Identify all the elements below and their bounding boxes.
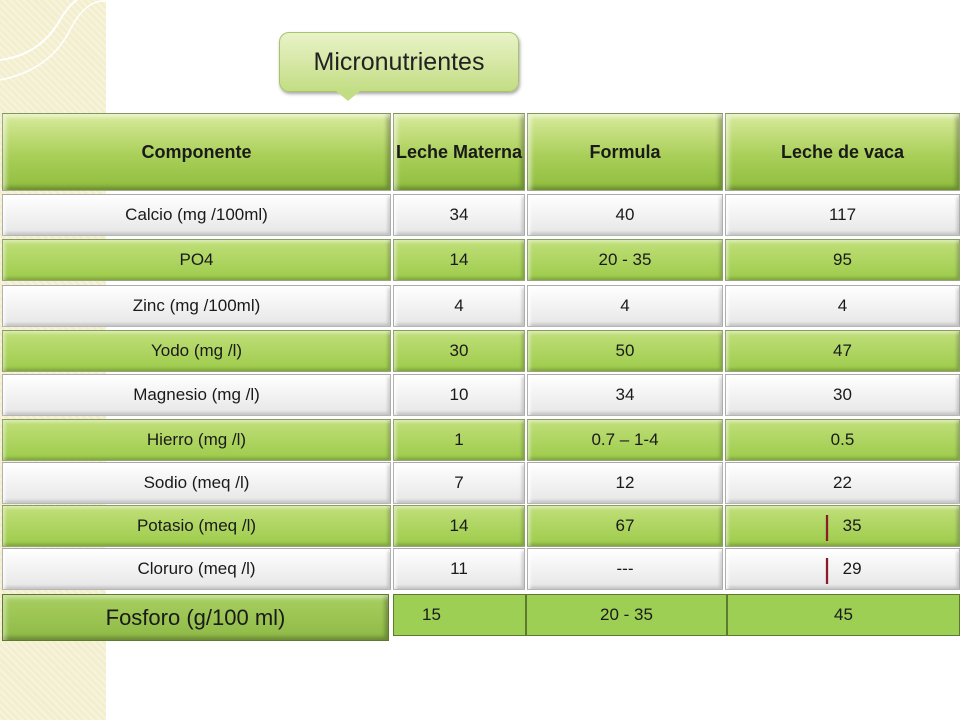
row-1-componente — [2, 194, 391, 236]
row-2-leche-materna-text: 14 — [449, 250, 469, 269]
row-2-formula — [527, 239, 723, 281]
row-3-leche-de-vaca-text: 4 — [837, 296, 848, 315]
row-6-leche-materna — [393, 419, 525, 461]
fosforo-leche-materna-text: 15 — [422, 605, 441, 624]
header-leche-materna — [393, 113, 525, 191]
row-6-formula — [527, 419, 723, 461]
row-5-leche-de-vaca — [725, 374, 960, 416]
row-5-formula — [527, 374, 723, 416]
row-8-leche-materna — [393, 505, 525, 547]
row-5-componente — [2, 374, 391, 416]
row-9-leche-materna-text: 11 — [450, 559, 468, 578]
row-6-componente-text: Hierro (mg /l) — [146, 430, 247, 449]
row-2-componente — [2, 239, 391, 281]
row-7-formula — [527, 462, 723, 504]
decrease-mark-icon: | — [823, 553, 831, 584]
header-leche-de-vaca-text: Leche de vaca — [780, 141, 905, 162]
row-8-formula-text: 67 — [615, 516, 635, 535]
row-9-leche-de-vaca-text: 29 — [842, 559, 862, 578]
callout-label: Micronutrientes — [313, 47, 485, 76]
row-7-leche-materna-text: 7 — [454, 473, 464, 492]
corner-swirl-decoration — [0, 0, 120, 120]
row-6-leche-de-vaca — [725, 419, 960, 461]
row-9-leche-de-vaca — [725, 548, 960, 590]
fosforo-leche-de-vaca — [727, 594, 960, 636]
row-2-leche-de-vaca — [725, 239, 960, 281]
row-1-formula-text: 40 — [615, 205, 635, 224]
row-4-leche-materna-text: 30 — [449, 341, 469, 360]
row-7-leche-de-vaca-text: 22 — [833, 473, 852, 492]
row-2-formula-text: 20 - 35 — [598, 250, 652, 269]
row-9-formula-text: --- — [616, 559, 634, 578]
row-5-componente-text: Magnesio (mg /l) — [133, 385, 260, 404]
header-componente-text: Componente — [141, 141, 252, 162]
row-9-componente — [2, 548, 391, 590]
row-8-leche-de-vaca-text: 35 — [842, 516, 862, 535]
row-2-componente-text: PO4 — [179, 250, 214, 269]
row-4-componente — [2, 330, 391, 372]
row-8-componente — [2, 505, 391, 547]
row-2-leche-materna — [393, 239, 525, 281]
row-7-leche-materna — [393, 462, 525, 504]
row-5-leche-materna-text: 10 — [449, 385, 469, 404]
row-6-formula-text: 0.7 – 1-4 — [591, 430, 659, 449]
fosforo-leche-de-vaca-text: 45 — [834, 605, 853, 624]
row-8-formula — [527, 505, 723, 547]
row-3-leche-materna-text: 4 — [454, 296, 464, 315]
header-leche-materna-text: Leche Materna — [395, 141, 523, 162]
row-6-componente — [2, 419, 391, 461]
row-3-leche-de-vaca — [725, 285, 960, 327]
fosforo-formula — [526, 594, 727, 636]
row-9-componente-text: Cloruro (meq /l) — [137, 559, 256, 578]
row-1-leche-de-vaca — [725, 194, 960, 236]
micronutrientes-callout — [279, 32, 519, 92]
fosforo-componente-text: Fosforo (g/100 ml) — [105, 604, 286, 630]
row-4-leche-de-vaca — [725, 330, 960, 372]
row-4-leche-de-vaca-text: 47 — [833, 341, 852, 360]
row-4-componente-text: Yodo (mg /l) — [150, 341, 243, 360]
row-1-leche-materna — [393, 194, 525, 236]
row-3-formula-text: 4 — [620, 296, 630, 315]
row-1-formula — [527, 194, 723, 236]
row-5-leche-materna — [393, 374, 525, 416]
row-7-componente-text: Sodio (meq /l) — [143, 473, 250, 492]
header-formula — [527, 113, 723, 191]
header-leche-de-vaca — [725, 113, 960, 191]
row-1-leche-de-vaca-text: 117 — [828, 205, 857, 224]
row-1-componente-text: Calcio (mg /100ml) — [125, 205, 268, 224]
row-3-componente-text: Zinc (mg /100ml) — [132, 296, 261, 315]
row-6-leche-materna-text: 1 — [454, 430, 464, 449]
fosforo-leche-materna — [393, 594, 526, 636]
row-8-leche-materna-text: 14 — [449, 516, 469, 535]
row-9-formula — [527, 548, 723, 590]
row-4-formula — [527, 330, 723, 372]
row-2-leche-de-vaca-text: 95 — [833, 250, 852, 269]
decrease-mark-icon: | — [823, 510, 831, 541]
header-componente — [2, 113, 391, 191]
row-7-componente — [2, 462, 391, 504]
row-3-leche-materna — [393, 285, 525, 327]
row-3-componente — [2, 285, 391, 327]
row-4-formula-text: 50 — [615, 341, 635, 360]
row-5-leche-de-vaca-text: 30 — [833, 385, 852, 404]
row-7-leche-de-vaca — [725, 462, 960, 504]
row-8-leche-de-vaca — [725, 505, 960, 547]
row-3-formula — [527, 285, 723, 327]
header-formula-text: Formula — [589, 141, 661, 162]
fosforo-formula-text: 20 - 35 — [600, 605, 653, 624]
row-4-leche-materna — [393, 330, 525, 372]
row-6-leche-de-vaca-text: 0.5 — [830, 430, 855, 449]
row-1-leche-materna-text: 34 — [449, 205, 469, 224]
row-8-componente-text: Potasio (meq /l) — [136, 516, 257, 535]
row-9-leche-materna — [393, 548, 525, 590]
row-5-formula-text: 34 — [615, 385, 635, 404]
row-7-formula-text: 12 — [615, 473, 635, 492]
fosforo-componente — [2, 594, 389, 641]
